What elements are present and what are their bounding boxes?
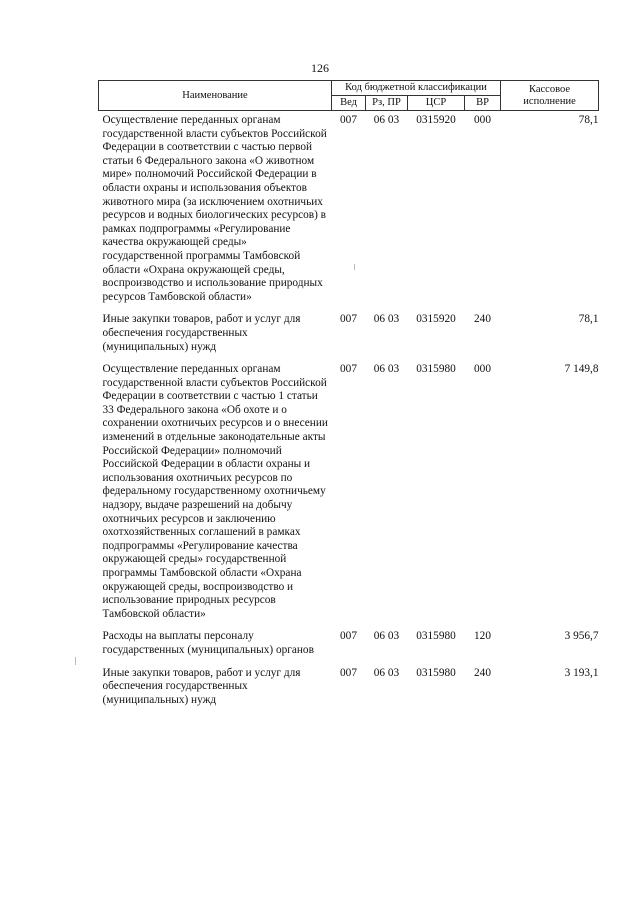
row-name: Осуществление переданных органам государственной власти субъектов Российской Федерации в соответствии с частью 1 статьи 33 Федерального закона «Об охоте и о сохранении охотничьих ресурсов и о внесении изменений в отдельные законодательные акты Российской Федерации» полномочий Российской Федерации в области охраны и использования охотничьих ресурсов по федеральному государственному охотничьему надзору, выдаче разрешений на добычу охотничьих ресурсов и заключению охотхозяйственных соглашений в рамках подпрограммы «Регулирование качества окружающей среды» государственной программы Тамбовской области «Охрана окружающей среды, воспроизводство и использование природных ресурсов Тамбовской области» xyxy=(102,363,328,620)
row-vr: 120 xyxy=(474,630,491,643)
row-rz-pr: 06 03 xyxy=(373,114,400,126)
row-vr: 000 xyxy=(474,363,491,376)
table-row xyxy=(99,111,599,311)
row-csr: 0315980 xyxy=(416,363,456,376)
header-ved: Вед xyxy=(332,96,366,111)
table-row xyxy=(99,664,599,714)
row-vr: 240 xyxy=(474,666,491,679)
row-ved: 007 xyxy=(340,666,357,679)
row-name: Расходы на выплаты персоналу государственных (муниципальных) органов xyxy=(102,630,314,656)
header-vr: ВР xyxy=(465,96,501,111)
row-ved: 007 xyxy=(340,313,357,326)
table-row xyxy=(99,310,599,360)
row-name: Осуществление переданных органам государственной власти субъектов Российской Федерации в соответствии с частью первой статьи 6 Федерального закона «О животном мире» полномочий Российской Федерации в области охраны и использования объектов животного мира (за исключением охотничьих ресурсов и водных биологических ресурсов) в рамках подпрограммы «Регулирование качества окружающей среды» государственной программы Тамбовской области «Охрана окружающей среды, воспроизводство и использование природных ресурсов Тамбовской области» xyxy=(102,114,327,303)
row-amount: 78,1 xyxy=(578,114,599,126)
row-amount: 78,1 xyxy=(578,313,599,326)
header-code-group: Код бюджетной классификации xyxy=(332,81,501,96)
row-csr: 0315980 xyxy=(416,630,456,643)
row-name: Иные закупки товаров, работ и услуг для обеспечения государственных (муниципальных) нужд xyxy=(102,313,301,353)
header-csr: ЦСР xyxy=(408,96,465,111)
row-ved: 007 xyxy=(340,363,357,376)
table-body xyxy=(99,111,599,714)
table-row xyxy=(99,627,599,663)
header-amount: Кассовое исполнение xyxy=(501,81,599,111)
row-amount: 3 956,7 xyxy=(564,630,599,643)
row-ved: 007 xyxy=(340,114,357,126)
table-row xyxy=(99,360,599,627)
budget-table xyxy=(98,80,599,713)
row-rz-pr: 06 03 xyxy=(373,363,400,376)
header-name: Наименование xyxy=(99,81,332,111)
page-number: 126 xyxy=(311,61,329,75)
row-vr: 240 xyxy=(474,313,491,326)
table-header xyxy=(99,81,599,111)
row-amount: 3 193,1 xyxy=(564,666,599,679)
row-rz-pr: 06 03 xyxy=(373,313,400,326)
row-name: Иные закупки товаров, работ и услуг для обеспечения государственных (муниципальных) нужд xyxy=(102,666,301,706)
scan-speck xyxy=(75,657,76,665)
header-rz-pr: Рз, ПР xyxy=(366,96,408,111)
row-csr: 0315920 xyxy=(416,313,456,326)
row-ved: 007 xyxy=(340,630,357,643)
row-amount: 7 149,8 xyxy=(564,363,599,376)
scan-speck xyxy=(354,264,355,270)
row-vr: 000 xyxy=(474,114,491,126)
row-rz-pr: 06 03 xyxy=(373,666,400,679)
row-rz-pr: 06 03 xyxy=(373,630,400,643)
row-csr: 0315980 xyxy=(416,666,456,679)
row-csr: 0315920 xyxy=(416,114,456,126)
